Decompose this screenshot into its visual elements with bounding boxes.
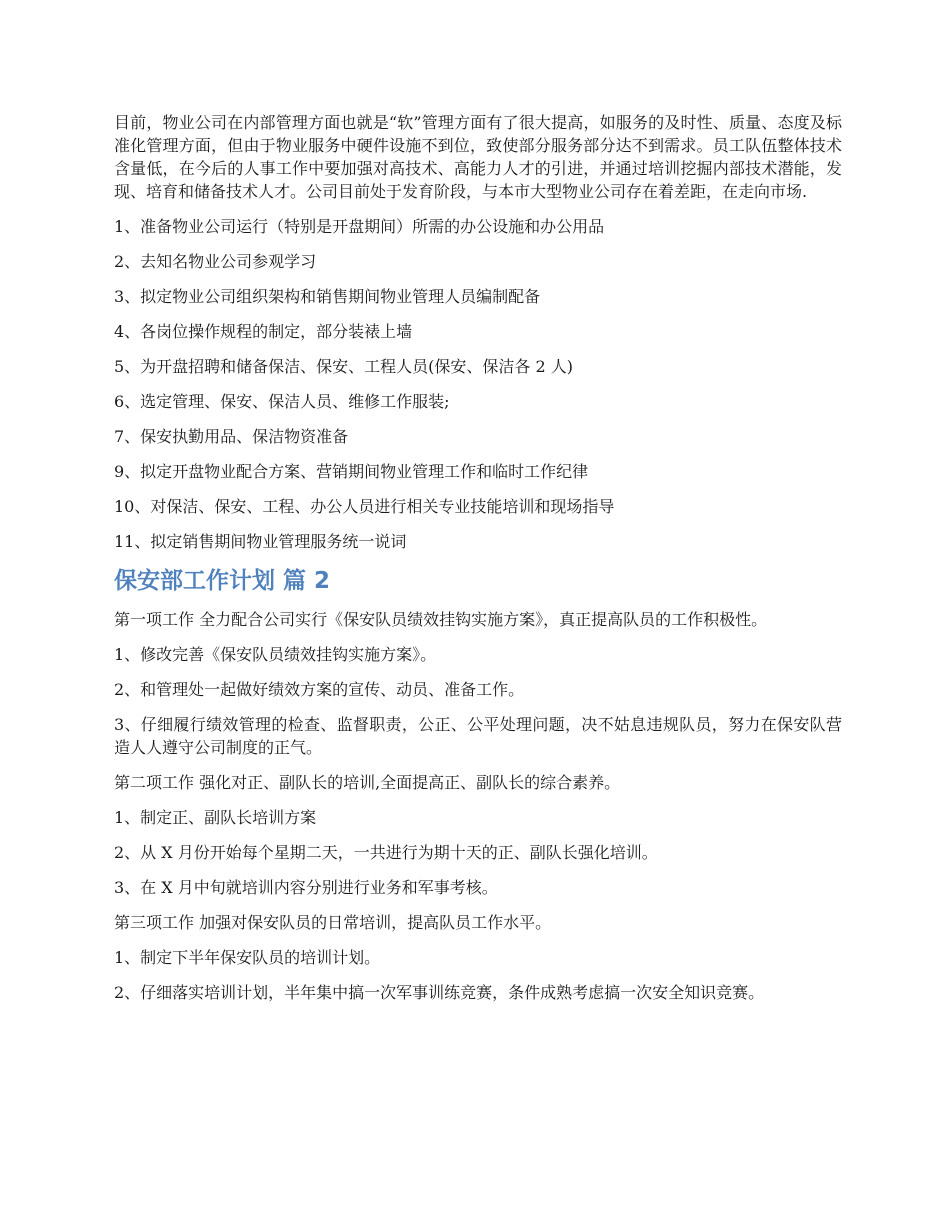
list-item: 9、拟定开盘物业配合方案、营销期间物业管理工作和临时工作纪律 [114,462,589,481]
list-item: 3、仔细履行绩效管理的检查、监督职责，公正、公平处理问题，决不姑息违规队员，努力在保安队营造人人遵守公司制度的正气。 [114,715,842,757]
list-item: 3、在 X 月中旬就培训内容分别进行业务和军事考核。 [114,878,498,897]
list-item: 10、对保洁、保安、工程、办公人员进行相关专业技能培训和现场指导 [114,497,615,516]
document-page [114,111,842,1016]
section-heading: 保安部工作计划 篇 2 [114,568,331,594]
list-item: 4、各岗位操作规程的制定，部分装裱上墙 [114,322,413,341]
list-item: 1、制定正、副队长培训方案 [114,808,317,827]
task-paragraph: 第一项工作 全力配合公司实行《保安队员绩效挂钩实施方案》，真正提高队员的工作积极性。 [114,610,768,629]
list-item: 11、拟定销售期间物业管理服务统一说词 [114,532,407,551]
task-paragraph: 第三项工作 加强对保安队员的日常培训，提高队员工作水平。 [114,913,552,932]
list-item: 1、制定下半年保安队员的培训计划。 [114,948,381,967]
list-item: 2、仔细落实培训计划，半年集中搞一次军事训练竞赛，条件成熟考虑搞一次安全知识竞赛。 [114,983,765,1002]
list-item: 2、和管理处一起做好绩效方案的宣传、动员、准备工作。 [114,680,525,699]
list-item: 1、修改完善《保安队员绩效挂钩实施方案》。 [114,645,437,664]
list-item: 5、为开盘招聘和储备保洁、保安、工程人员(保安、保洁各 2 人) [114,357,574,376]
list-item: 6、选定管理、保安、保洁人员、维修工作服装; [114,392,450,411]
list-item: 2、从 X 月份开始每个星期二天，一共进行为期十天的正、副队长强化培训。 [114,843,658,862]
list-item: 3、拟定物业公司组织架构和销售期间物业管理人员编制配备 [114,287,541,306]
list-item: 2、去知名物业公司参观学习 [114,252,317,271]
list-item: 7、保安执勤用品、保洁物资准备 [114,427,349,446]
intro-paragraph: 目前，物业公司在内部管理方面也就是“软”管理方面有了很大提高，如服务的及时性、质量、态度及标准化管理方面，但由于物业服务中硬件设施不到位，致使部分服务部分达不到需求。员工队伍整体技术含量低，在今后的人事工作中要加强对高技术、高能力人才的引进，并通过培训挖掘内部技术潜能，发现、培育和储备技术人才。公司目前处于发育阶段，与本市大型物业公司存在着差距，在走向市场. [114,113,842,201]
list-item: 1、准备物业公司运行（特别是开盘期间）所需的办公设施和办公用品 [114,217,605,236]
task-paragraph: 第二项工作 强化对正、副队长的培训,全面提高正、副队长的综合素养。 [114,773,621,792]
